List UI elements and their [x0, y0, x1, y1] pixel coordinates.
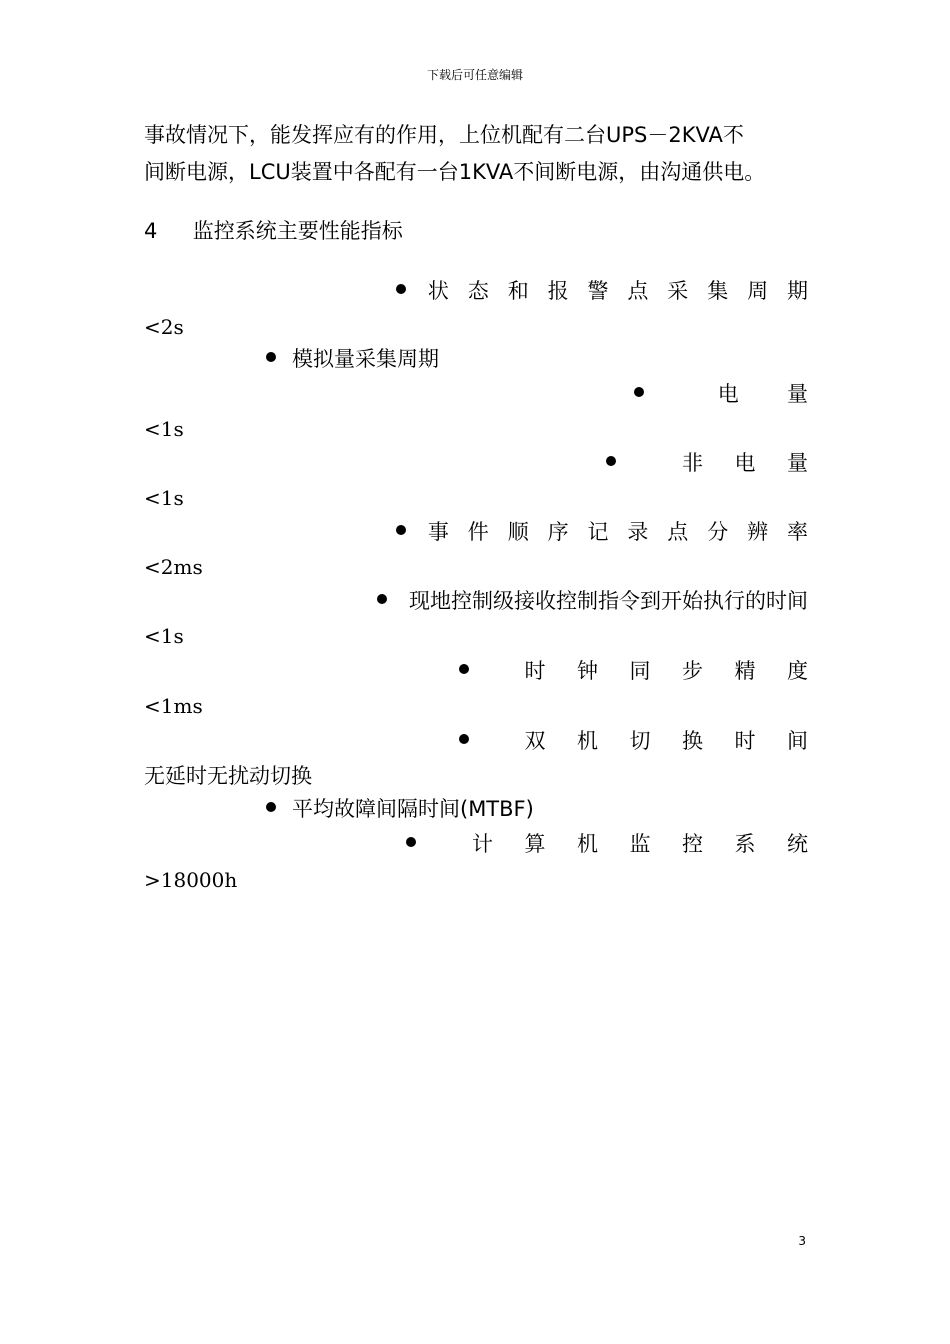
bullet-icon [266, 352, 276, 362]
item-label: 时钟同步精度 [524, 659, 840, 683]
bullet-icon [266, 802, 276, 812]
item-value: >18000h [144, 868, 238, 892]
item-value: <1s [144, 486, 184, 510]
item-value: <1s [144, 624, 184, 648]
bullet-icon [406, 837, 416, 847]
list-item [144, 656, 840, 686]
item-label: 状态和报警点采集周期 [427, 279, 827, 303]
item-value: <2s [144, 315, 184, 339]
bullet-icon [396, 525, 406, 535]
item-value: <1s [144, 417, 184, 441]
section-heading [144, 216, 403, 246]
bullet-icon [459, 664, 469, 674]
page-number: 3 [798, 1234, 806, 1248]
item-label: 现地控制级接收控制指令到开始执行的时间 [409, 589, 808, 613]
item-label: 计算机监控系统 [472, 832, 840, 856]
page-header: 下载后可任意编辑 [426, 68, 523, 82]
item-label: 双机切换时间 [524, 729, 840, 753]
list-item [144, 448, 840, 478]
bullet-icon [396, 284, 406, 294]
section-number: 4 [144, 219, 158, 243]
bullet-icon [606, 456, 616, 466]
item-label: 模拟量采集周期 [292, 347, 439, 371]
item-label: 电量 [717, 382, 857, 406]
list-item [144, 829, 840, 859]
item-value: <1ms [144, 694, 203, 718]
list-item [144, 794, 930, 824]
list-item [144, 379, 857, 409]
section-title: 监控系统主要性能指标 [192, 219, 403, 243]
list-item [144, 726, 840, 756]
item-value: 无延时无扰动切换 [144, 764, 312, 788]
item-label: 平均故障间隔时间(MTBF) [292, 797, 534, 821]
list-item [144, 517, 827, 547]
item-label: 事件顺序记录点分辨率 [427, 520, 827, 544]
list-item [144, 344, 930, 374]
list-item [144, 586, 808, 616]
item-label: 非电量 [682, 451, 840, 475]
item-value: <2ms [144, 555, 203, 579]
intro-line-1: 事故情况下，能发挥应有的作用，上位机配有二台UPS－2KVA不 [144, 123, 744, 147]
bullet-icon [459, 734, 469, 744]
list-item [144, 276, 827, 306]
bullet-icon [634, 387, 644, 397]
bullet-icon [377, 594, 387, 604]
intro-line-2: 间断电源，LCU装置中各配有一台1KVA不间断电源，由沟通供电。 [144, 160, 766, 184]
